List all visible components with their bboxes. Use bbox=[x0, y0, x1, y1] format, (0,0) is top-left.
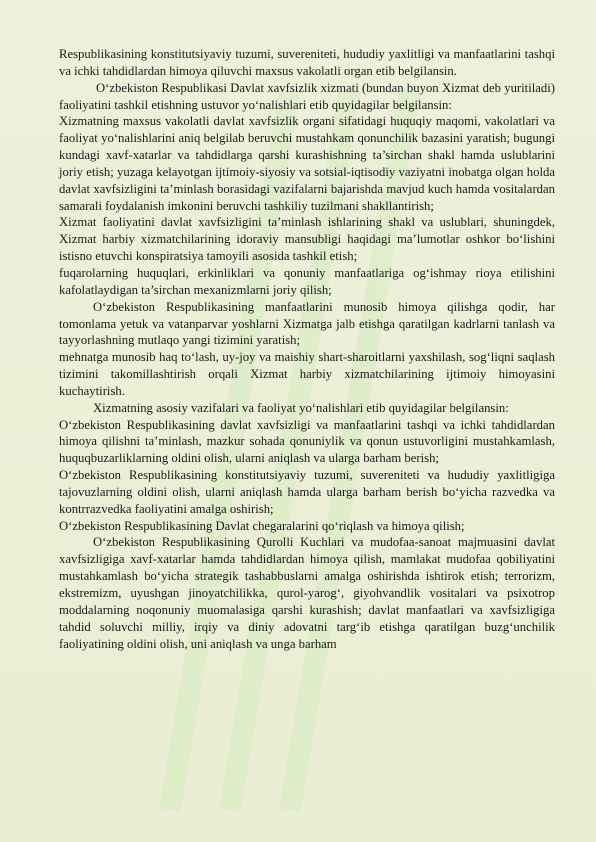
paragraph: O‘zbekiston Respublikasining manfaatlarini munosib himoya qilishga qodir, har tomonlama yetuk va vatanparvar yoshlarni Xizmatga jalb etishga qaratilgan kadrlarni tanlash va tayyorlashning mutlaqo yangi tizimini yaratish; bbox=[59, 299, 555, 348]
paragraph: Xizmat faoliyatini davlat xavfsizligini ta’minlash ishlarining shakl va uslublari, shuningdek, Xizmat harbiy xizmatchilarining idoraviy mansubligi haqidagi ma’lumotlar oshkor bo‘lishini istisno etuvchi konspiratsiya tamoyili asosida tashkil etish; bbox=[59, 215, 555, 264]
paragraph: Respublikasining konstitutsiyaviy tuzumi, suvereniteti, hududiy yaxlitligi va manfaatlarini tashqi va ichki tahdidlardan himoya qiluvchi maxsus vakolatli organ etib belgilansin. bbox=[59, 47, 555, 78]
document-body bbox=[59, 46, 555, 652]
paragraph: O‘zbekiston Respublikasining Qurolli Kuchlari va mudofaa-sanoat majmuasini davlat xavfsizligiga xavf-xatarlar hamda tahdidlardan himoya qilish, mamlakat mudofaa qobiliyatini mustahkamlash bo‘yicha strategik tashabbuslarni amalga oshirishda ishtirok etish; terrorizm, ekstremizm, uyushgan jinoyatchilikka, qurol-yarog‘, giyohvandlik vositalari va psixotrop moddalarning noqonuniy muomalasiga qarshi kurashish; davlat manfaatlari va xavfsizligiga tahdid soluvchi milliy, irqiy va diniy adovatni targ‘ib etishga qaratilgan buzg‘unchilik faoliyatining oldini olish, uni aniqlash va unga barham bbox=[59, 535, 555, 651]
paragraph: O‘zbekiston Respublikasining Davlat chegaralarini qo‘riqlash va himoya qilish; bbox=[59, 518, 465, 533]
paragraph: Xizmatning maxsus vakolatli davlat xavfsizlik organi sifatidagi huquqiy maqomi, vakolatlari va faoliyat yo‘nalishlarini aniq belgilab beruvchi mustahkam qonunchilik bazasini yaratish; bugungi kundagi xavf-xatarlar va tahdidlarga qarshi kurashishning ta’sirchan shakl hamda uslublarini joriy etish; yuzaga kelayotgan ijtimoiy-siyosiy va sotsial-iqtisodiy vaziyatni inobatga olgan holda davlat xavfsizligini ta’minlash borasidagi vazifalarni bajarishda mavjud kuch hamda vositalardan samarali foydalanish imkonini beruvchi tashkiliy tuzilmani shakllantirish; bbox=[59, 114, 555, 213]
paragraph: Xizmatning asosiy vazifalari va faoliyat yo‘nalishlari etib quyidagilar belgilansin: bbox=[93, 400, 509, 415]
paragraph: O‘zbekiston Respublikasi Davlat xavfsizlik xizmati (bundan buyon Xizmat deb yuritiladi) faoliyatini tashkil etishning ustuvor yo‘nalishlari etib quyidagilar belgilansin: bbox=[59, 80, 555, 112]
paragraph: O‘zbekiston Respublikasining konstitutsiyaviy tuzumi, suvereniteti va hududiy yaxlitligiga tajovuzlarning oldini olish, ularni aniqlash hamda ularga barham berish bo‘yicha razvedka va kontrrazvedka faoliyatini amalga oshirish; bbox=[59, 468, 555, 516]
paragraph: O‘zbekiston Respublikasining davlat xavfsizligi va manfaatlarini tashqi va ichki tahdidlardan himoya qilishni ta’minlash, mazkur sohada qonuniylik va qonun ustuvorligini mustahkamlash, huquqbuzarliklarning oldini olish, ularni aniqlash va ularga barham berish; bbox=[59, 417, 555, 466]
paragraph: fuqarolarning huquqlari, erkinliklari va qonuniy manfaatlariga og‘ishmay rioya etilishini kafolatlaydigan ta’sirchan mexanizmlarni joriy qilish; bbox=[59, 265, 555, 297]
paragraph: mehnatga munosib haq to‘lash, uy-joy va maishiy shart-sharoitlarni yaxshilash, sog‘liqni saqlash tizimini takomillashtirish orqali Xizmat harbiy xizmatchilarining ijtimoiy himoyasini kuchaytirish. bbox=[59, 350, 555, 398]
